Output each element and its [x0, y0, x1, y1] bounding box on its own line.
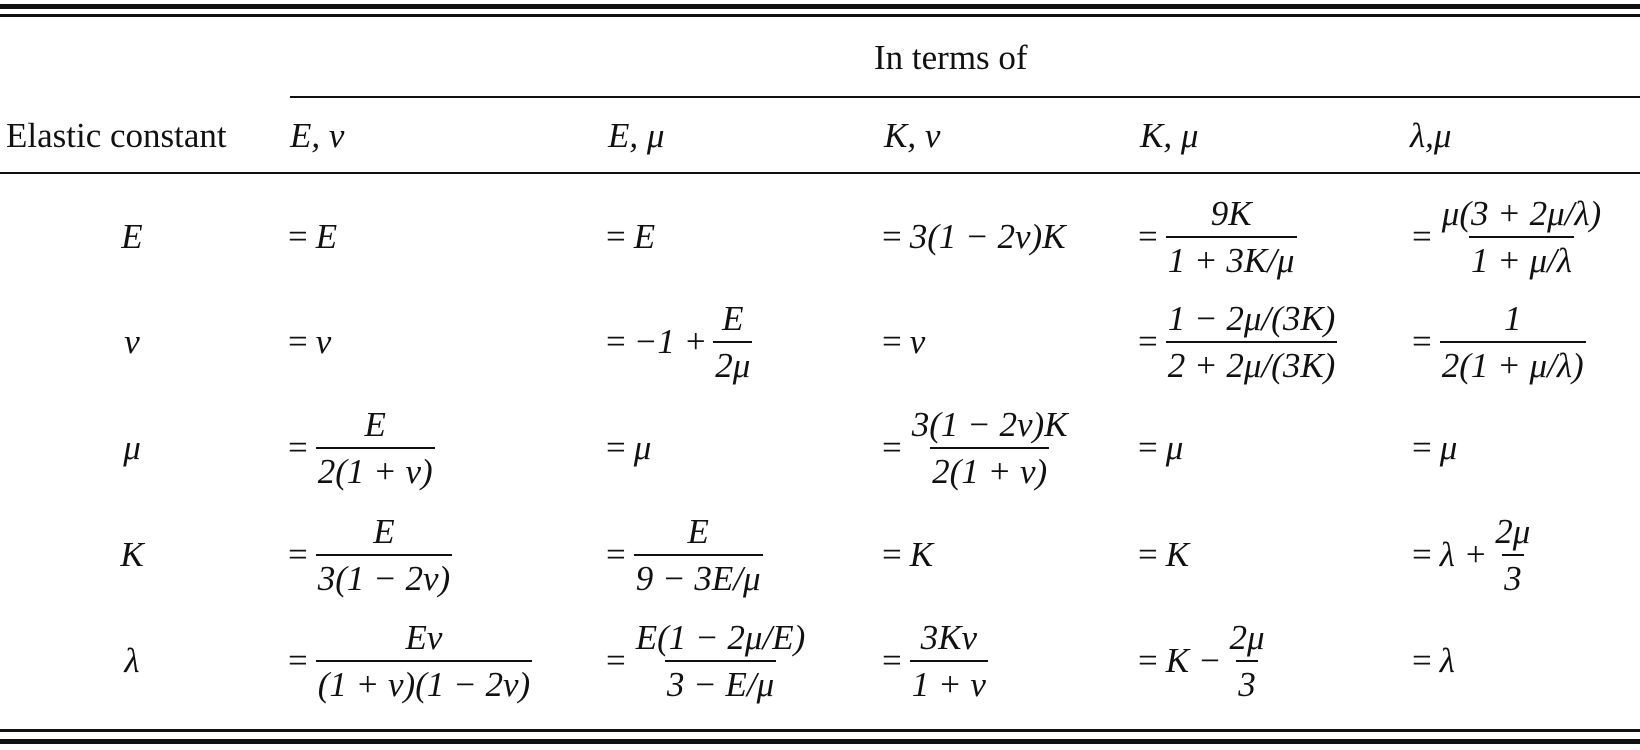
- row-label: v: [124, 322, 140, 361]
- fraction: [910, 620, 988, 702]
- equals-sign: =: [606, 322, 626, 361]
- fraction-numerator: 3Kv: [920, 618, 978, 657]
- fraction-denominator: 2μ: [713, 341, 752, 383]
- equals-sign: =: [1138, 641, 1158, 680]
- fraction-numerator: 3(1 − 2v)K: [911, 405, 1068, 444]
- fraction-denominator: 3 − E/μ: [665, 660, 776, 702]
- formula-cell: [1412, 395, 1457, 501]
- formula-cell: [606, 184, 655, 290]
- row-label: μ: [123, 428, 141, 467]
- fraction-denominator: 9 − 3E/μ: [634, 554, 763, 596]
- fraction: [1493, 514, 1532, 596]
- equals-sign: =: [1138, 322, 1158, 361]
- formula-cell: [288, 289, 331, 395]
- formula-expression: λ: [1439, 641, 1455, 680]
- formula-expression: K: [1165, 535, 1190, 574]
- formula-cell: [288, 395, 435, 501]
- top-rule-thick: [0, 4, 1640, 9]
- fraction-denominator: (1 + v)(1 − 2v): [316, 660, 532, 702]
- formula-lead-term: −1 +: [633, 322, 708, 361]
- equals-sign: =: [1412, 641, 1432, 680]
- equals-sign: =: [882, 428, 902, 467]
- spanner-rule: [290, 96, 1640, 98]
- formula-cell: [882, 395, 1070, 501]
- fraction-numerator: E: [364, 405, 386, 444]
- header-bottom-rule: [0, 172, 1640, 174]
- fraction-numerator: E(1 − 2μ/E): [635, 618, 806, 657]
- formula-cell: [1412, 608, 1455, 714]
- equals-sign: =: [1138, 428, 1158, 467]
- fraction-numerator: Ev: [405, 618, 443, 657]
- table-row: [0, 502, 1640, 608]
- fraction-denominator: 2(1 + v): [930, 447, 1049, 489]
- fraction-numerator: 2μ: [1229, 618, 1265, 657]
- fraction: [1166, 301, 1338, 383]
- formula-expression: v: [909, 322, 926, 361]
- equals-sign: =: [882, 322, 902, 361]
- fraction-numerator: E: [722, 299, 744, 338]
- formula-cell: [882, 608, 988, 714]
- fraction-numerator: 2μ: [1495, 512, 1531, 551]
- fraction-denominator: 1 + v: [910, 660, 988, 702]
- fraction-numerator: μ(3 + 2μ/λ): [1441, 194, 1602, 233]
- equals-sign: =: [288, 535, 308, 574]
- fraction: [1227, 620, 1266, 702]
- row-label-heading: Elastic constant: [6, 116, 227, 155]
- formula-expression: μ: [1439, 428, 1458, 467]
- column-header-e-v: E, v: [290, 116, 345, 155]
- formula-cell: [1412, 289, 1586, 395]
- equals-sign: =: [288, 641, 308, 680]
- formula-expression: E: [633, 217, 656, 256]
- equals-sign: =: [606, 535, 626, 574]
- equals-sign: =: [882, 535, 902, 574]
- formula-cell: [1138, 502, 1189, 608]
- equals-sign: =: [606, 428, 626, 467]
- fraction-denominator: 3(1 − 2v): [316, 554, 452, 596]
- fraction-numerator: 1 − 2μ/(3K): [1167, 299, 1336, 338]
- formula-lead-term: λ +: [1439, 535, 1488, 574]
- formula-cell: [882, 184, 1066, 290]
- top-rule-thin: [0, 14, 1640, 17]
- equals-sign: =: [606, 641, 626, 680]
- equals-sign: =: [1138, 217, 1158, 256]
- table-row: [0, 289, 1640, 395]
- row-label: E: [121, 217, 143, 256]
- equals-sign: =: [882, 641, 902, 680]
- formula-cell: [288, 502, 452, 608]
- formula-cell: [1412, 184, 1603, 290]
- fraction-numerator: E: [687, 512, 709, 551]
- equals-sign: =: [606, 217, 626, 256]
- fraction: [316, 514, 452, 596]
- formula-lead-term: K −: [1165, 641, 1222, 680]
- equals-sign: =: [882, 217, 902, 256]
- row-label: K: [120, 535, 144, 574]
- fraction: [910, 407, 1070, 489]
- equals-sign: =: [288, 428, 308, 467]
- formula-cell: [606, 289, 752, 395]
- equals-sign: =: [1412, 535, 1432, 574]
- fraction: [316, 407, 435, 489]
- fraction-denominator: 3: [1502, 554, 1524, 596]
- formula-expression: μ: [1165, 428, 1184, 467]
- equals-sign: =: [288, 217, 308, 256]
- fraction-numerator: 1: [1503, 299, 1522, 338]
- fraction: [1166, 196, 1297, 278]
- formula-cell: [1138, 184, 1297, 290]
- fraction: [713, 301, 752, 383]
- row-label: λ: [124, 641, 140, 680]
- fraction-denominator: 2(1 + μ/λ): [1440, 341, 1586, 383]
- formula-cell: [606, 608, 807, 714]
- bottom-rule-thin: [0, 729, 1640, 732]
- fraction: [634, 514, 763, 596]
- fraction: [316, 620, 532, 702]
- fraction-denominator: 1 + 3K/μ: [1166, 236, 1297, 278]
- table-row: [0, 608, 1640, 714]
- column-header-e-mu: E, μ: [608, 116, 665, 155]
- column-header-lambda-mu: λ,μ: [1410, 116, 1452, 155]
- fraction-numerator: 9K: [1210, 194, 1252, 233]
- equals-sign: =: [288, 322, 308, 361]
- fraction: [1440, 196, 1603, 278]
- equals-sign: =: [1412, 322, 1432, 361]
- formula-expression: K: [909, 535, 934, 574]
- bottom-rule-thick: [0, 739, 1640, 744]
- equals-sign: =: [1412, 428, 1432, 467]
- fraction-denominator: 2(1 + v): [316, 447, 435, 489]
- equals-sign: =: [1138, 535, 1158, 574]
- formula-cell: [882, 289, 925, 395]
- table-row: [0, 395, 1640, 501]
- column-header-k-v: K, v: [884, 116, 941, 155]
- fraction-numerator: E: [373, 512, 395, 551]
- formula-cell: [288, 608, 532, 714]
- formula-cell: [1138, 395, 1183, 501]
- formula-cell: [288, 184, 337, 290]
- equals-sign: =: [1412, 217, 1432, 256]
- formula-cell: [882, 502, 933, 608]
- in-terms-of-heading: In terms of: [874, 38, 1028, 77]
- formula-cell: [1138, 608, 1267, 714]
- fraction-denominator: 1 + μ/λ: [1469, 236, 1574, 278]
- fraction: [1440, 301, 1586, 383]
- fraction-denominator: 2 + 2μ/(3K): [1166, 341, 1338, 383]
- formula-expression: 3(1 − 2v)K: [909, 217, 1066, 256]
- fraction: [634, 620, 807, 702]
- formula-cell: [1138, 289, 1337, 395]
- formula-expression: E: [315, 217, 338, 256]
- formula-cell: [1412, 502, 1532, 608]
- table-row: [0, 184, 1640, 290]
- formula-cell: [606, 395, 651, 501]
- column-header-k-mu: K, μ: [1140, 116, 1199, 155]
- fraction-denominator: 3: [1236, 660, 1258, 702]
- formula-expression: v: [315, 322, 332, 361]
- formula-cell: [606, 502, 763, 608]
- formula-expression: μ: [633, 428, 652, 467]
